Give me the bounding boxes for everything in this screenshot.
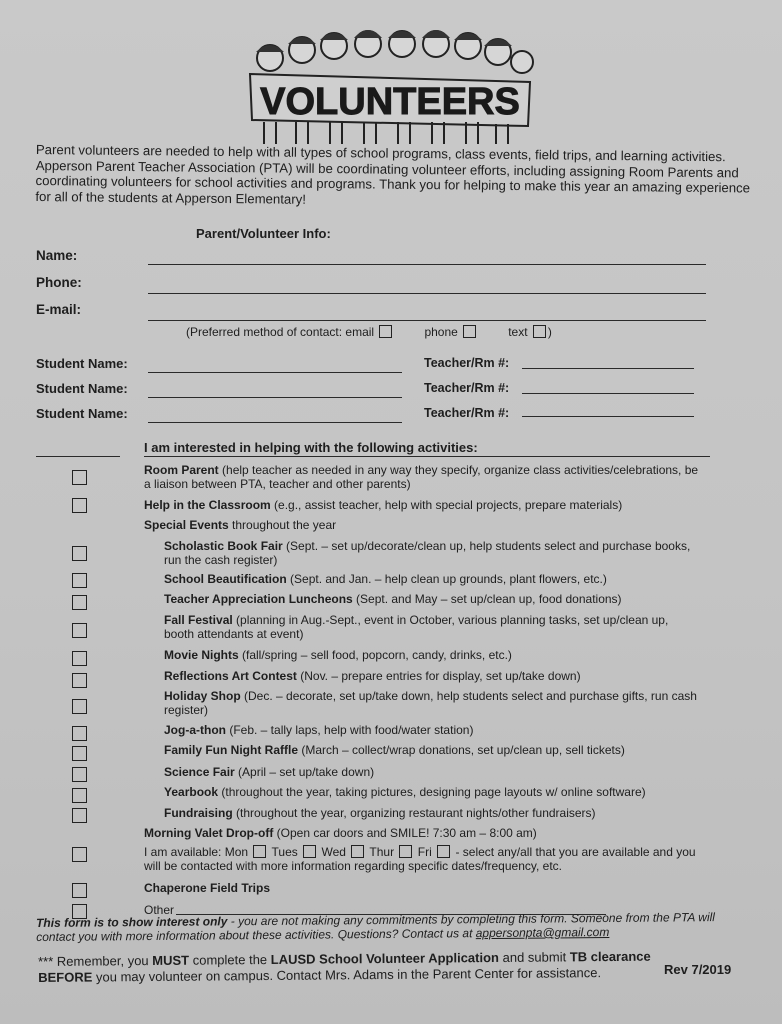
student-name-field[interactable] [148,422,402,423]
book-fair-checkbox[interactable] [72,546,87,561]
logo-lettering: VOLUNTEERS [260,81,520,123]
holiday-shop-title: Holiday Shop [164,689,241,703]
raffle-checkbox[interactable] [72,746,87,761]
reminder-must: MUST [152,952,190,969]
luncheons-checkbox[interactable] [72,595,87,610]
activity-jogathon [164,723,724,737]
valet-checkbox[interactable] [72,847,87,862]
classroom-checkbox[interactable] [72,498,87,513]
teacher-room-label: Teacher/Rm #: [424,381,510,395]
activity-fundraising [164,806,724,820]
fall-festival-title: Fall Festival [164,613,233,627]
reminder-tb: TB clearance [569,948,651,965]
phone-contact-checkbox[interactable] [463,325,476,338]
text-contact-checkbox[interactable] [533,325,546,338]
activity-reflections [164,669,724,683]
fri-label: Fri [417,845,432,859]
contact-email-link[interactable]: appersonpta@gmail.com [475,924,610,941]
teacher-room-label: Teacher/Rm #: [424,406,510,420]
reminder-end: you may volunteer on campus. Contact Mrs. Adams in the Parent Center for assistance. [92,965,602,985]
tues-label: Tues [271,845,298,859]
tues-checkbox[interactable] [303,845,316,858]
fundraising-checkbox[interactable] [72,808,87,823]
email-contact-checkbox[interactable] [379,325,392,338]
activity-book-fair [164,539,704,567]
reminder-and: and submit [498,949,570,965]
raffle-desc: (March – collect/wrap donations, set up/clean up, sell tickets) [298,743,625,757]
activities-heading: I am interested in helping with the following activities: [144,440,478,455]
activity-luncheons [164,592,724,606]
activity-yearbook [164,785,724,799]
science-fair-checkbox[interactable] [72,767,87,782]
thur-label: Thur [369,845,395,859]
intro-paragraph: Parent volunteers are needed to help with all types of school programs, class events, field trips, and learning activities. Apperson Parent Teacher Association (PTA) will be coordinating volunteer efforts, including assigning Room Parents and coordinating volunteers for school activities and programs. Thank you for helping to make this year an amazing experience for all of the students at Apperson Elementary! [35,142,751,207]
interest-note [36,910,736,944]
holiday-shop-desc: (Dec. – decorate, set up/take down, help students select and purchase gifts, run cash register) [164,689,697,717]
special-events-title: Special Events [144,518,229,532]
student-name-label: Student Name: [36,381,128,396]
availability-note: will be contacted with more information regarding specific dates/frequency, etc. [144,859,562,873]
room-parent-desc: (help teacher as needed in any way they specify, organize class activities/celebrations, be a liaison between PTA, teacher and other parents) [144,463,699,491]
phone-contact-label: phone [424,325,458,339]
activity-classroom [144,498,724,512]
valet-desc: (Open car doors and SMILE! 7:30 am – 8:00 am) [273,826,537,840]
availability-suffix: - select any/all that you are available and you [452,845,696,859]
raffle-title: Family Fun Night Raffle [164,743,299,757]
revision-label: Rev 7/2019 [664,962,732,977]
activities-heading-rule [144,456,710,457]
reflections-title: Reflections Art Contest [164,669,297,683]
movie-nights-checkbox[interactable] [72,651,87,666]
fall-festival-checkbox[interactable] [72,623,87,638]
teacher-room-field[interactable] [522,368,694,369]
yearbook-title: Yearbook [164,785,219,799]
reminder-stars: *** Remember, you [38,953,153,969]
jogathon-title: Jog-a-thon [164,723,226,737]
fri-checkbox[interactable] [437,845,450,858]
reminder-application: LAUSD School Volunteer Application [270,949,500,967]
activity-special-events [144,518,544,532]
phone-label: Phone: [36,275,82,290]
other-label: Other [144,903,175,917]
student-name-label: Student Name: [36,406,128,421]
reminder-mid: complete the [189,951,271,968]
activity-room-parent [144,463,704,491]
thur-checkbox[interactable] [399,845,412,858]
teacher-room-field[interactable] [522,416,694,417]
activity-beautification [164,572,724,586]
beautification-desc: (Sept. and Jan. – help clean up grounds, plant flowers, etc.) [286,572,607,586]
interest-note-bold: This form is to show interest only [36,914,228,930]
text-contact-label: text [508,325,528,339]
activity-movie-nights [164,648,724,662]
beautification-checkbox[interactable] [72,573,87,588]
reflections-desc: (Nov. – prepare entries for display, set up/take down) [296,669,581,683]
chaperone-title: Chaperone Field Trips [144,881,271,895]
movie-nights-desc: (fall/spring – sell food, popcorn, candy, drinks, etc.) [238,648,512,662]
special-events-desc: throughout the year [228,518,337,532]
email-field[interactable] [148,320,706,321]
preferred-contact [186,325,552,339]
fall-festival-desc: (planning in Aug.-Sept., event in October, various planning tasks, set up/clean up, booth attendants at event) [164,613,669,641]
student-name-field[interactable] [148,397,402,398]
classroom-desc: (e.g., assist teacher, help with special projects, prepare materials) [270,498,623,512]
room-parent-title: Room Parent [144,463,219,477]
science-fair-title: Science Fair [164,765,235,779]
book-fair-title: Scholastic Book Fair [164,539,283,553]
movie-nights-title: Movie Nights [164,648,239,662]
luncheons-title: Teacher Appreciation Luncheons [164,592,353,606]
chaperone-checkbox[interactable] [72,883,87,898]
student-name-label: Student Name: [36,356,128,371]
activity-fall-festival [164,613,694,641]
activity-science-fair [164,765,724,779]
yearbook-checkbox[interactable] [72,788,87,803]
beautification-title: School Beautification [164,572,287,586]
activity-chaperone [144,881,544,895]
phone-field[interactable] [148,293,706,294]
mon-checkbox[interactable] [253,845,266,858]
teacher-room-label: Teacher/Rm #: [424,356,510,370]
email-label: E-mail: [36,302,82,317]
book-fair-desc: (Sept. – set up/decorate/clean up, help students select and purchase books, run the cash register) [164,539,691,567]
info-section-title: Parent/Volunteer Info: [196,226,331,241]
name-field[interactable] [148,264,706,265]
student-name-field[interactable] [148,372,402,373]
interest-note-text: - you are not making any commitments by completing this form. Someone from the PTA will contact you with more information about these activities. Questions? Contact us at [36,910,715,944]
luncheons-desc: (Sept. and May – set up/clean up, food donations) [352,592,622,606]
fundraising-desc: (throughout the year, organizing restaurant nights/other fundraisers) [232,806,596,820]
science-fair-desc: (April – set up/take down) [234,765,375,779]
classroom-title: Help in the Classroom [144,498,271,512]
holiday-shop-checkbox[interactable] [72,699,87,714]
reflections-checkbox[interactable] [72,673,87,688]
jogathon-desc: (Feb. – tally laps, help with food/water station) [226,723,474,737]
yearbook-desc: (throughout the year, taking pictures, designing page layouts w/ online software) [218,785,646,799]
activity-raffle [164,743,724,757]
activity-holiday-shop [164,689,714,717]
reminder-note [38,948,750,986]
wed-checkbox[interactable] [351,845,364,858]
room-parent-checkbox[interactable] [72,470,87,485]
wed-label: Wed [321,845,346,859]
jogathon-checkbox[interactable] [72,726,87,741]
activity-valet [144,826,704,840]
name-label: Name: [36,248,78,263]
valet-title: Morning Valet Drop-off [144,826,274,840]
reminder-before: BEFORE [38,969,93,985]
section-divider [36,456,120,457]
fundraising-title: Fundraising [164,806,233,820]
volunteers-logo [244,22,536,150]
availability-row [144,845,724,873]
contact-prefix: (Preferred method of contact: email [186,325,375,339]
contact-suffix: ) [547,325,552,339]
availability-prefix: I am available: Mon [144,845,249,859]
teacher-room-field[interactable] [522,393,694,394]
